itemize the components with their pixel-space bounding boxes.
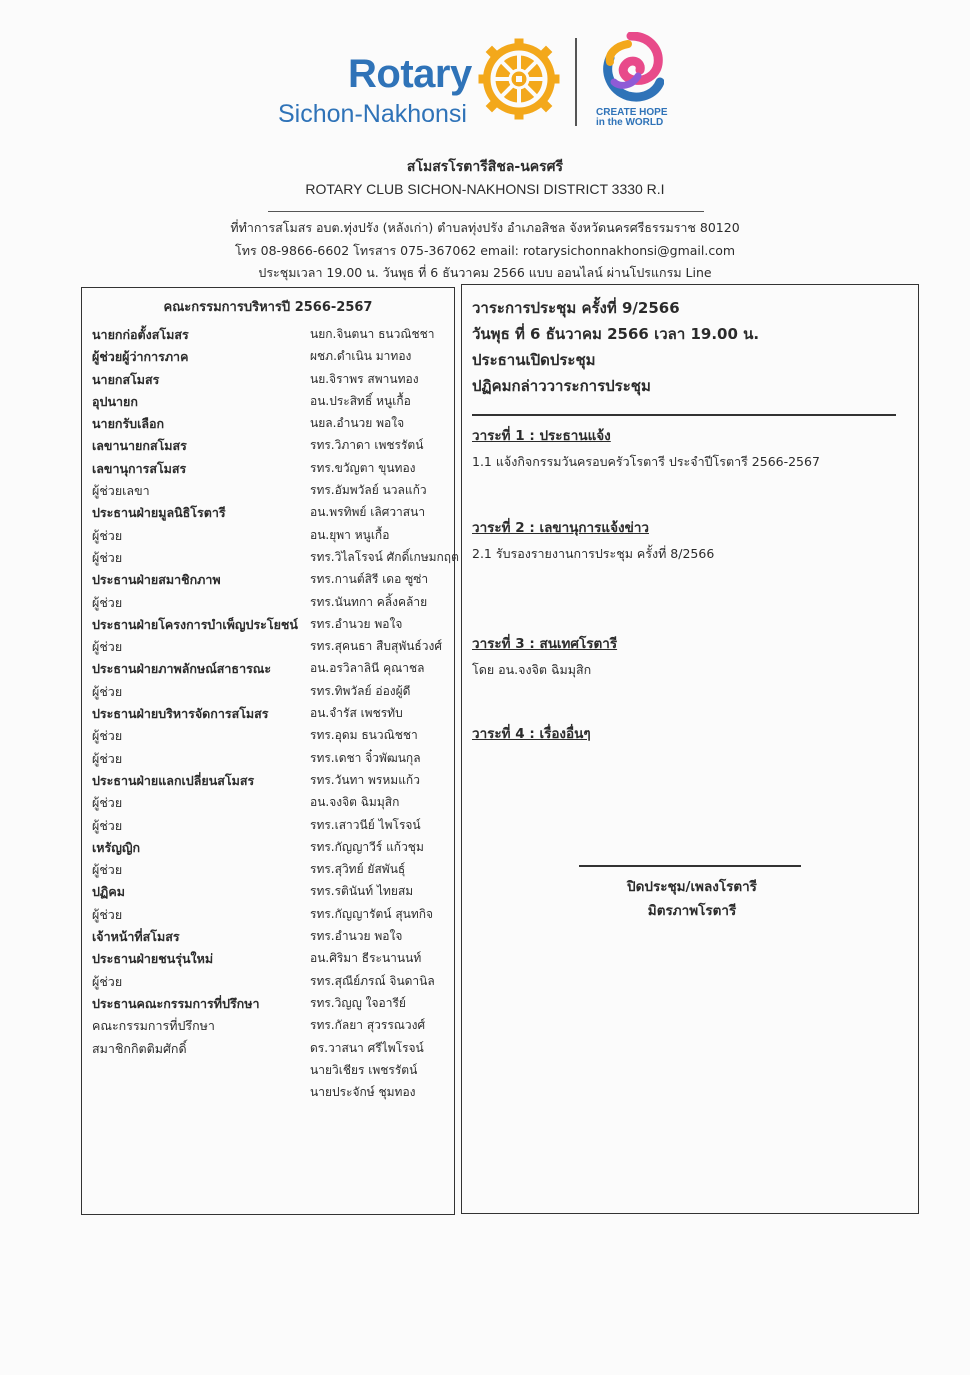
roster-row	[92, 568, 452, 590]
roster-role: ผู้ช่วยเลขา	[92, 483, 150, 499]
club-name-english: ROTARY CLUB SICHON-NAKHONSI DISTRICT 3330 R.I	[305, 181, 665, 197]
board-roster	[92, 323, 459, 1103]
create-hope-swirl-icon	[598, 32, 664, 104]
agenda-title: วาระการประชุม ครั้งที่ 9/2566	[472, 299, 680, 317]
roster-role: ผู้ช่วย	[92, 817, 123, 833]
roster-member-name: อน.พรทิพย์ เลิศวาสนา	[310, 505, 426, 520]
roster-row	[92, 880, 452, 902]
board-title: คณะกรรมการบริหารปี 2566-2567	[163, 300, 373, 315]
roster-role: ผู้ช่วย	[92, 973, 123, 989]
roster-role: เจ้าหน้าที่สโมสร	[92, 929, 180, 945]
roster-member-name: รทร.เสาวนีย์ ไพโรจน์	[310, 817, 421, 832]
agenda-divider	[472, 414, 896, 416]
roster-role: ผู้ช่วย	[92, 639, 123, 655]
agenda-item-title: วาระที่ 4 : เรื่องอื่นๆ	[472, 726, 591, 742]
roster-row	[92, 657, 452, 679]
roster-row	[92, 791, 452, 813]
rotary-wordmark: Rotary	[348, 52, 472, 96]
roster-role: ผู้ช่วย	[92, 527, 123, 543]
roster-role: เหรัญญิก	[92, 839, 141, 855]
logo-area	[0, 0, 970, 140]
roster-row	[92, 524, 452, 546]
roster-role: ผู้ช่วย	[92, 549, 123, 565]
roster-role: ผู้ช่วย	[92, 728, 123, 744]
roster-row	[92, 434, 452, 456]
roster-row	[92, 858, 452, 880]
club-name-thai: สโมสรโรตารีสิชล-นครศรี	[406, 159, 564, 175]
roster-row	[92, 680, 452, 702]
roster-role: สมาชิกกิตติมศักดิ์	[92, 1040, 187, 1056]
agenda-date: วันพุธ ที่ 6 ธันวาคม 2566 เวลา 19.00 น.	[472, 325, 760, 343]
agenda-opening: ประธานเปิดประชุม	[472, 351, 596, 369]
board-panel	[81, 287, 459, 1215]
roster-row	[92, 1081, 452, 1103]
roster-member-name: รทร.กัญญารัตน์ สุนทกิจ	[310, 906, 434, 921]
agenda-item-2	[472, 516, 902, 564]
roster-role: ประธานฝ่ายภาพลักษณ์สาธารณะ	[92, 661, 272, 677]
roster-row	[92, 345, 452, 367]
roster-member-name: ดร.วาสนา ศรีไพโรจน์	[310, 1040, 424, 1055]
roster-role: ผู้ช่วย	[92, 795, 123, 811]
roster-role: ประธานฝ่ายชนรุ่นใหม่	[92, 951, 214, 967]
roster-role: ประธานฝ่ายมูลนิธิโรตารี	[92, 505, 226, 521]
roster-row	[92, 457, 452, 479]
roster-row	[92, 613, 452, 635]
roster-row	[92, 368, 452, 390]
roster-member-name: รทร.รตินันท์ ไทยสม	[310, 884, 414, 899]
roster-row	[92, 970, 452, 992]
roster-member-name: นยก.จินตนา ธนวณิชชา	[310, 327, 435, 341]
roster-member-name: รทร.อำนวย พอใจ	[310, 929, 403, 944]
agenda-item-4	[472, 722, 902, 744]
roster-row	[92, 390, 452, 412]
logo-divider	[575, 38, 577, 126]
roster-role: ปฏิคม	[92, 884, 125, 900]
roster-role: ผู้ช่วย	[92, 683, 123, 699]
roster-row	[92, 479, 452, 501]
closing-line-1: ปิดประชุม/เพลงโรตารี	[627, 879, 757, 895]
roster-member-name: รทร.ขวัญตา ขุนทอง	[310, 460, 416, 475]
roster-row	[92, 412, 452, 434]
header-divider	[268, 211, 704, 212]
roster-member-name: อน.ประสิทธิ์ หนูเกื้อ	[310, 393, 411, 408]
roster-member-name: อน.อรวิลาลินี คุณาชล	[310, 661, 425, 676]
roster-member-name: รทร.ทิพวัลย์ อ่องผู้ดี	[310, 683, 411, 698]
roster-row	[92, 903, 452, 925]
rotary-wheel-icon	[478, 38, 560, 120]
roster-member-name: รทร.วิญญู ใจอารีย์	[310, 995, 406, 1010]
club-contact: โทร 08-9866-6602 โทรสาร 075-367062 email: rotarysichonnakhonsi@gmail.com	[234, 243, 736, 258]
theme-line-2: in the WORLD	[596, 117, 664, 128]
roster-row	[92, 635, 452, 657]
roster-role: ผู้ช่วย	[92, 862, 123, 878]
roster-member-name: รทร.สุวิทย์ ยัสพันธุ์	[310, 862, 406, 877]
roster-role: ประธานฝ่ายแลกเปลี่ยนสโมสร	[92, 772, 255, 788]
roster-role: ประธานฝ่ายสมาชิกภาพ	[92, 572, 221, 588]
roster-row	[92, 323, 452, 345]
roster-row	[92, 1059, 452, 1081]
theme-text	[596, 108, 670, 128]
club-address: ที่ทำการสโมสร อบต.ทุ่งปรัง (หลังเก่า) ตำบลทุ่งปรัง อำเภอสิชล จังหวัดนครศรีธรรมราช 80120	[230, 220, 740, 235]
roster-member-name: นายวิเชียร เพชรรัตน์	[310, 1062, 418, 1077]
roster-role: เลขานายกสโมสร	[92, 438, 187, 454]
roster-row	[92, 702, 452, 724]
meeting-info: ประชุมเวลา 19.00 น. วันพุธ ที่ 6 ธันวาคม 2566 แบบ ออนไลน์ ผ่านโปรแกรม Line	[258, 265, 712, 280]
roster-member-name: รทร.เดชา จิ๋วพัฒนกุล	[310, 750, 421, 765]
theme-line-1: CREATE HOPE	[596, 107, 668, 118]
club-wordmark: Sichon-Nakhonsi	[278, 100, 467, 128]
roster-row	[92, 1014, 452, 1036]
roster-member-name: รทร.นันทกา คลิ้งคล้าย	[310, 594, 428, 609]
roster-member-name: ผชภ.ดำเนิน มาทอง	[310, 349, 412, 364]
roster-member-name: รทร.วิภาดา เพชรรัตน์	[310, 438, 424, 453]
roster-member-name: อน.ยุพา หนูเกื้อ	[310, 527, 390, 542]
roster-member-name: นย.จิราพร สพานทอง	[310, 371, 419, 386]
roster-member-name: รทร.สุคนธา สืบสุพันธ์วงศ์	[310, 639, 442, 654]
roster-role: ประธานฝ่ายบริหารจัดการสโมสร	[92, 706, 269, 722]
roster-row	[92, 947, 452, 969]
agenda-panel	[461, 284, 919, 1214]
roster-member-name: อน.จงจิต ฉิมมุสิก	[310, 795, 400, 810]
roster-member-name: รทร.กัญญาวีร์ แก้วชุม	[310, 839, 424, 854]
agenda-item-1	[472, 424, 902, 472]
roster-role: ผู้ช่วย	[92, 594, 123, 610]
roster-role: นายกก่อตั้งสโมสร	[92, 327, 189, 342]
roster-role: ประธานคณะกรรมการที่ปรึกษา	[92, 995, 260, 1011]
closing-divider	[579, 865, 801, 867]
roster-member-name: รทร.สุณีย์ภรณ์ จินดานิล	[310, 973, 435, 988]
roster-role: ผู้ช่วย	[92, 750, 123, 766]
closing-line-2: มิตรภาพโรตารี	[647, 903, 737, 919]
roster-member-name: นยล.อำนวย พอใจ	[310, 416, 405, 431]
roster-member-name: รทร.กานต์สิรี เดอ ซูซ่า	[310, 572, 429, 587]
roster-role: ผู้ช่วยผู้ว่าการภาค	[92, 349, 189, 365]
roster-member-name: รทร.วันทา พรหมแก้ว	[310, 772, 420, 787]
roster-row	[92, 747, 452, 769]
roster-role: ผู้ช่วย	[92, 906, 123, 922]
roster-row	[92, 836, 452, 858]
agenda-item-detail: 1.1 แจ้งกิจกรรมวันครอบครัวโรตารี ประจำปีโรตารี 2566-2567	[472, 454, 820, 469]
roster-row	[92, 724, 452, 746]
roster-row	[92, 769, 452, 791]
roster-member-name: นายประจักษ์ ชุมทอง	[310, 1085, 416, 1100]
agenda-item-detail: 2.1 รับรองรายงานการประชุม ครั้งที่ 8/2566	[472, 546, 715, 561]
roster-row	[92, 814, 452, 836]
agenda-item-detail: โดย อน.จงจิต ฉิมมุสิก	[472, 662, 592, 677]
roster-row	[92, 591, 452, 613]
roster-role: นายกรับเลือก	[92, 416, 165, 432]
roster-role: ประธานฝ่ายโครงการบำเพ็ญประโยชน์	[92, 616, 298, 632]
roster-role: เลขานุการสโมสร	[92, 460, 187, 476]
roster-row	[92, 992, 452, 1014]
roster-row	[92, 925, 452, 947]
roster-role: คณะกรรมการที่ปรึกษา	[92, 1018, 215, 1034]
roster-member-name: รทร.กัลยา สุวรรณวงศ์	[310, 1018, 426, 1033]
roster-row	[92, 546, 459, 568]
agenda-reading: ปฏิคมกล่าววาระการประชุม	[472, 377, 651, 395]
roster-member-name: อน.จำรัส เพชรทับ	[310, 706, 403, 721]
roster-member-name: รทร.อัมพวัลย์ นวลแก้ว	[310, 483, 427, 498]
roster-row	[92, 1037, 452, 1059]
agenda-header	[472, 295, 902, 399]
roster-row	[92, 501, 452, 523]
roster-member-name: รทร.อำนวย พอใจ	[310, 616, 403, 631]
agenda-item-title: วาระที่ 2 : เลขานุการแจ้งข่าว	[472, 520, 649, 536]
roster-role: อุปนายก	[92, 393, 138, 409]
roster-member-name: รทร.วิไลโรจน์ ศักดิ์เกษมกฤต	[310, 549, 459, 564]
roster-role: นายกสโมสร	[92, 371, 160, 387]
roster-member-name: รทร.อุดม ธนวณิชชา	[310, 728, 418, 743]
agenda-item-3	[472, 632, 902, 680]
agenda-item-title: วาระที่ 1 : ประธานแจ้ง	[472, 428, 611, 444]
roster-member-name: อน.ศิริมา ธีระนานนท์	[310, 951, 422, 966]
agenda-item-title: วาระที่ 3 : สนเทศโรตารี	[472, 636, 618, 652]
